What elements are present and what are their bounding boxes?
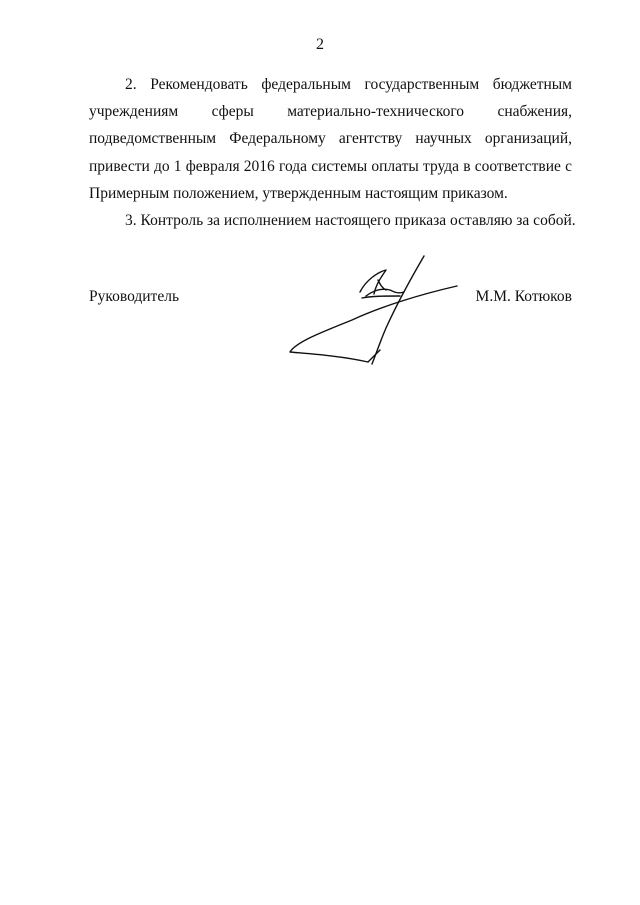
paragraph-3 bbox=[89, 207, 576, 234]
paragraph-2-line: подведомственным Федеральному агентству научных организаций, bbox=[89, 130, 572, 148]
paragraph-2-line: учреждениям сферы материально-технического снабжения, bbox=[89, 103, 572, 121]
paragraph-2-line: привести до 1 февраля 2016 года системы оплаты труда в соответствие с bbox=[89, 157, 572, 175]
page-number: 2 bbox=[316, 36, 324, 53]
handwritten-signature-icon bbox=[282, 250, 462, 365]
signatory-name: М.М. Котюков bbox=[475, 288, 572, 305]
paragraph-2 bbox=[89, 71, 572, 207]
paragraph-2-line: Примерным положением, утвержденным настоящим приказом. bbox=[89, 184, 508, 202]
signatory-position: Руководитель bbox=[89, 288, 180, 305]
paragraph-3-line: 3. Контроль за исполнением настоящего приказа оставляю за собой. bbox=[125, 212, 576, 229]
paragraph-2-line: 2. Рекомендовать федеральным государственным бюджетным bbox=[125, 76, 572, 93]
